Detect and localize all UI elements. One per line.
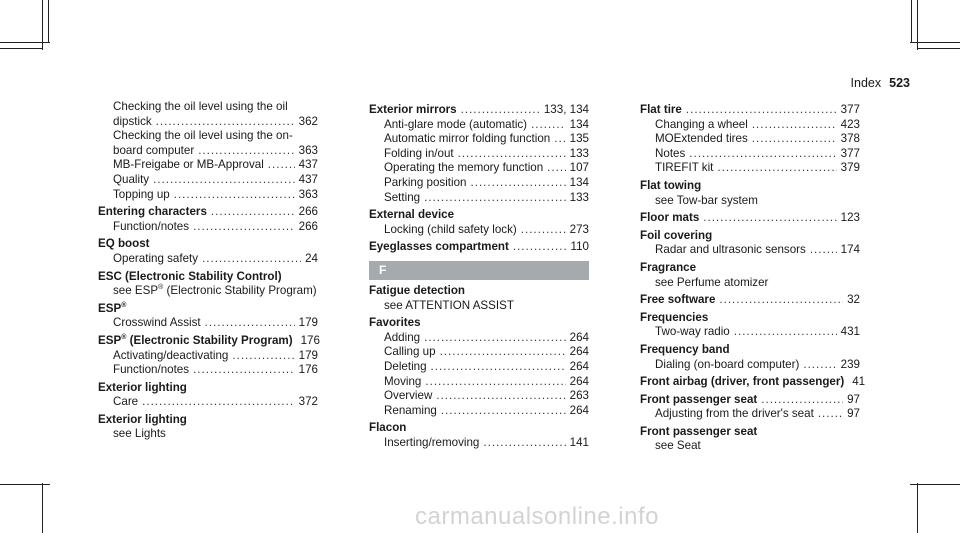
entry-text: dipstick [113,114,152,128]
entry-text: Renaming [384,403,437,417]
page-reference[interactable]: 97 [847,392,860,406]
entry-text: Notes [655,146,686,160]
page-reference[interactable]: 239 [840,357,860,371]
index-subentry [640,276,860,291]
page-reference[interactable]: 174 [840,243,860,257]
entry-text: Overview [384,389,433,403]
entry-text: Favorites [369,316,421,330]
entry-text: see Lights [113,427,166,441]
leader-dots [810,243,837,258]
index-subentry [640,407,860,422]
entry-text: Changing a wheel [655,117,748,131]
index-subentry [369,404,589,419]
index-entry [640,375,866,390]
page-reference[interactable]: 378 [840,132,860,146]
entry-text: Flat towing [640,178,702,192]
page-reference[interactable]: 363 [298,187,318,201]
entry-text: Function/notes [113,219,190,233]
crop-mark [0,48,42,49]
index-subentry [640,243,860,258]
index-subentry [369,161,589,176]
index-entry [369,284,589,299]
index-subentry [369,375,589,390]
leader-dots [818,407,843,422]
entry-text: Folding in/out [384,146,454,160]
entry-text: Dialing (on-board computer) [655,357,800,371]
index-subentry [98,188,318,203]
entry-text: Topping up [113,187,170,201]
index-subentry [369,331,589,346]
entry-text: Setting [384,190,421,204]
entry-text: MB-Freigabe or MB-Approval [113,158,264,172]
index-column-1 [98,100,318,442]
leader-dots [193,220,295,235]
index-entry [369,316,589,331]
page-reference[interactable]: 41 [852,375,866,389]
index-subentry [98,144,318,159]
entry-text: Floor mats [640,211,700,225]
index-entry [98,413,318,428]
entry-text: Deleting [384,359,427,373]
leader-dots [142,395,295,410]
entry-text: see Seat [655,439,701,453]
page-reference[interactable]: 133 [569,190,589,204]
page-reference[interactable]: 179 [298,316,318,330]
index-entry [369,421,589,436]
index-entry [640,393,860,408]
entry-text: Adjusting from the driver's seat [655,407,814,421]
index-entry [640,343,860,358]
entry-text: Exterior lighting [98,412,187,426]
entry-text: Quality [113,172,150,186]
entry-text: Flat tire [640,103,682,116]
entry-text: board computer [113,143,195,157]
page-reference[interactable]: 141 [569,435,589,449]
leader-dots [198,144,294,159]
index-entry [98,302,318,317]
index-label: Index [850,76,882,90]
entry-text: Automatic mirror folding function [384,132,551,146]
leader-dots [431,360,566,375]
entry-text: Adding [384,330,421,344]
entry-text: Checking the oil level using the on- [113,129,293,143]
entry-text: Calling up [384,345,436,359]
entry-text: ESP® [98,301,127,315]
leader-dots [424,191,566,206]
index-subentry [98,349,318,364]
leader-dots [513,240,567,255]
leader-dots [193,363,295,378]
index-subentry [640,439,860,454]
index-subentry [98,220,318,235]
entry-text: Entering characters [98,205,207,219]
page-reference[interactable]: 266 [298,205,318,219]
index-entry [98,270,318,285]
page-reference[interactable]: 264 [569,330,589,344]
entry-text: Front passenger seat [640,392,758,406]
entry-text: ESC (Electronic Stability Control) [98,269,282,283]
leader-dots [761,393,843,408]
leader-dots [521,223,566,238]
entry-text: ESP® (Electronic Stability Program) [98,333,293,347]
entry-text: Two-way radio [655,325,730,339]
page-reference[interactable]: 266 [298,219,318,233]
index-subentry [369,147,589,162]
crop-mark [917,483,918,533]
index-entry [98,334,318,349]
crop-mark [42,0,43,50]
index-entry [369,240,589,255]
entry-text: Eyeglasses compartment [369,240,509,254]
crop-mark [42,483,43,533]
page-reference[interactable]: 423 [840,117,860,131]
leader-dots [440,345,566,360]
leader-dots [752,118,837,133]
entry-text: Operating safety [113,251,199,265]
entry-text: Exterior lighting [98,380,187,394]
entry-text: MOExtended tires [655,132,748,146]
entry-text: see ESP® (Electronic Stability Program) [113,284,317,298]
index-subentry [98,316,318,331]
index-subentry [369,132,589,147]
index-entry [640,425,860,440]
index-entry [640,211,860,226]
page-reference[interactable]: 24 [305,251,318,265]
entry-text: Front airbag (driver, front passenger) [640,375,845,389]
leader-dots [268,158,295,173]
entry-text: Frequency band [640,342,730,356]
index-subentry [98,395,318,410]
page-reference[interactable]: 97 [847,407,860,421]
crop-mark [911,0,912,42]
index-subentry [98,173,318,188]
index-entry [640,179,860,194]
leader-dots [719,293,843,308]
leader-dots [531,118,566,133]
index-subentry [369,223,589,238]
leader-dots [703,211,836,226]
entry-text: Checking the oil level using the oil [113,100,288,113]
index-subentry [98,252,318,267]
page-reference[interactable]: 176 [298,363,318,377]
leader-dots [547,161,565,176]
entry-text: Foil covering [640,228,713,242]
page-reference[interactable]: 363 [298,143,318,157]
leader-dots [717,161,836,176]
entry-text: Free software [640,293,716,307]
entry-text: Flacon [369,421,407,435]
index-entry [640,229,860,244]
entry-text: see Perfume atomizer [655,275,769,289]
index-subentry [98,363,318,378]
index-subentry [640,161,860,176]
index-subentry [640,147,860,162]
page-reference[interactable]: 273 [569,222,589,236]
page-reference[interactable]: 362 [298,114,318,128]
page-reference[interactable]: 123 [840,211,860,225]
page-reference[interactable]: 264 [569,345,589,359]
index-entry [98,237,318,252]
page-reference[interactable]: 133, 134 [543,103,589,116]
page-reference[interactable]: 437 [298,158,318,172]
index-subentry [98,115,318,130]
leader-dots [458,147,566,162]
entry-text: Moving [384,374,422,388]
leader-dots [153,173,295,188]
index-subentry [369,176,589,191]
page-reference[interactable]: 32 [847,293,860,307]
page-reference[interactable]: 372 [298,395,318,409]
entry-text: EQ boost [98,237,150,251]
page-reference[interactable]: 134 [569,175,589,189]
leader-dots [232,349,294,364]
page-reference[interactable]: 179 [298,348,318,362]
entry-text: Operating the memory function [384,161,544,175]
index-subentry [640,358,860,373]
leader-dots [425,375,565,390]
leader-dots [211,205,295,220]
page-reference[interactable]: 110 [570,240,589,254]
entry-text: Exterior mirrors [369,103,457,116]
index-subentry [640,132,860,147]
leader-dots [424,331,566,346]
page-reference[interactable]: 176 [300,333,320,347]
entry-text: Front passenger seat [640,424,758,438]
leader-dots [156,115,295,130]
leader-dots [689,147,836,162]
page-reference[interactable]: 135 [569,132,589,146]
entry-text: Fatigue detection [369,283,465,297]
index-entry [640,261,860,276]
leader-dots [734,325,837,340]
index-entry [640,311,860,326]
index-subentry [369,436,589,451]
leader-dots [686,103,837,118]
index-subentry [369,345,589,360]
entry-text: Locking (child safety lock) [384,222,517,236]
leader-dots [205,316,295,331]
page-reference[interactable]: 379 [840,161,860,175]
index-letter-heading: F [369,261,589,280]
leader-dots [441,404,566,419]
index-subentry [98,158,318,173]
leader-dots [483,436,565,451]
leader-dots [461,103,540,118]
entry-text: Crosswind Assist [113,316,201,330]
entry-text: see ATTENTION ASSIST [384,298,514,312]
index-subentry [640,325,860,340]
page-reference[interactable]: 107 [569,161,589,175]
page-header [851,76,910,90]
entry-text: Anti-glare mode (automatic) [384,117,528,131]
index-entry [369,208,589,223]
index-subentry [640,194,860,209]
entry-text: Fragrance [640,260,697,274]
entry-text: Care [113,395,139,409]
page-reference[interactable]: 264 [569,403,589,417]
leader-dots [752,132,837,147]
index-subentry [369,389,589,404]
crop-mark [918,48,960,49]
page-reference[interactable]: 264 [569,359,589,373]
leader-dots [436,389,565,404]
page-number: 523 [889,76,910,90]
entry-text: Radar and ultrasonic sensors [655,243,806,257]
entry-text: External device [369,208,455,222]
page-reference[interactable]: 431 [840,325,860,339]
index-column-3 [640,100,866,454]
entry-text: Parking position [384,175,467,189]
entry-text: Inserting/removing [384,435,480,449]
index-subentry [98,284,318,299]
entry-text: Activating/deactivating [113,348,229,362]
leader-dots [471,176,566,191]
entry-text: Frequencies [640,310,709,324]
index-column-2 [369,100,589,450]
index-subentry [369,191,589,206]
page-reference[interactable]: 133 [569,146,589,160]
crop-mark [917,0,918,50]
entry-text: see Tow-bar system [655,193,758,207]
index-subentry [640,118,860,133]
watermark: carmanualsonline.info [415,503,659,530]
leader-dots [554,132,565,147]
page-reference[interactable]: 263 [569,389,589,403]
index-entry [640,293,860,308]
leader-dots [803,358,836,373]
index-subentry [98,427,318,442]
index-subentry [369,299,589,314]
index-entry [369,103,589,118]
leader-dots [174,188,295,203]
index-entry [98,381,318,396]
page-reference[interactable]: 134 [569,117,589,131]
index-subentry [369,360,589,375]
index-subentry [369,118,589,133]
page-reference[interactable]: 264 [569,374,589,388]
page-reference[interactable]: 377 [840,146,860,160]
page-reference[interactable]: 437 [298,172,318,186]
index-subentry [98,100,318,115]
leader-dots [202,252,301,267]
index-subentry [98,129,318,144]
page-reference[interactable]: 377 [840,103,860,116]
index-entry [98,205,318,220]
entry-text: Function/notes [113,363,190,377]
crop-mark [48,0,49,42]
index-entry [640,103,860,118]
entry-text: TIREFIT kit [655,161,714,175]
